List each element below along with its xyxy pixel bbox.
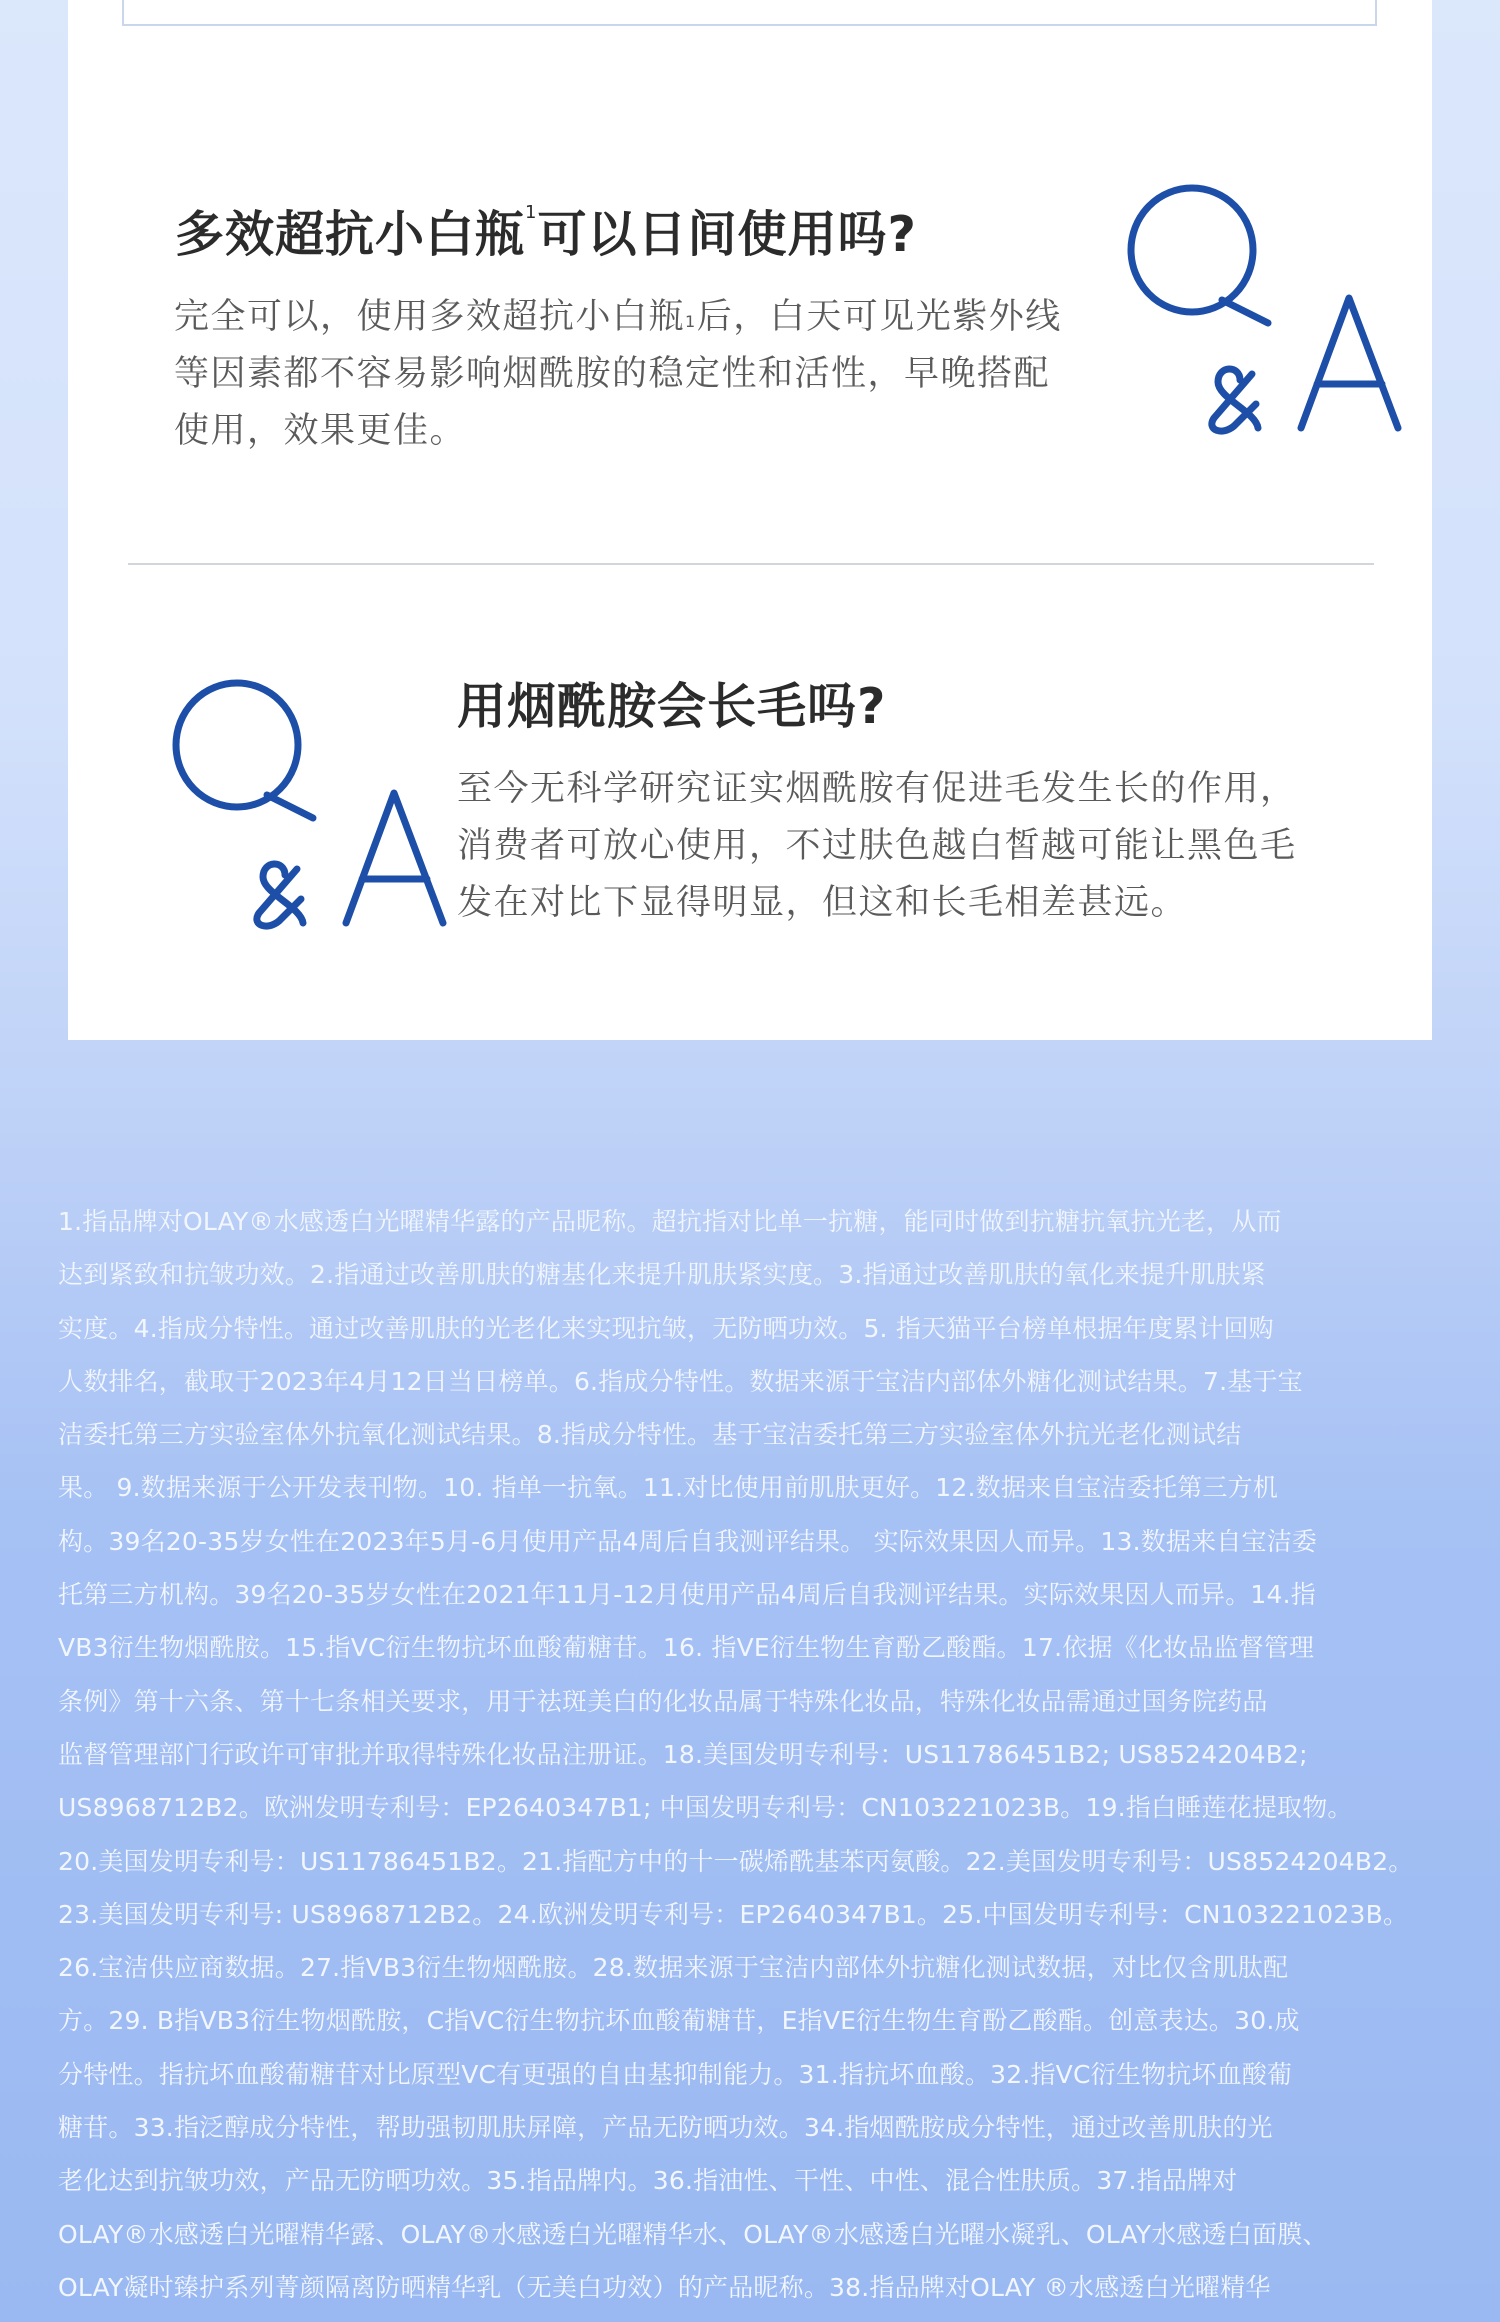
footnote-line: 26.宝洁供应商数据。27.指VB3衍生物烟酰胺。28.数据来源于宝洁内部体外抗糖化测试数据，对比仅含肌肽配 xyxy=(58,1953,1289,1983)
footnote-line: US8968712B2。欧洲发明专利号：EP2640347B1; 中国发明专利号：CN103221023B。19.指白睡莲花提取物。 xyxy=(58,1793,1353,1823)
footnote-line: OLAY®水感透白光曜精华露、OLAY®水感透白光曜精华水、OLAY®水感透白光曜水凝乳、OLAY水感透白面膜、 xyxy=(58,2219,1328,2249)
footnote-line: 托第三方机构。39名20-35岁女性在2021年11月-12月使用产品4周后自我测评结果。实际效果因人而异。14.指 xyxy=(58,1580,1316,1610)
qa2-answer-line: 消费者可放心使用，不过肤色越白皙越可能让黑色毛 xyxy=(457,826,1297,866)
footnote-line: 老化达到抗皱功效，产品无防晒功效。35.指品牌内。36.指油性、干性、中性、混合性肤质。37.指品牌对 xyxy=(58,2166,1238,2196)
qa1-answer-line: 使用，效果更佳。 xyxy=(174,411,467,451)
qa2-answer xyxy=(457,761,1297,932)
footnote-line: 条例》第十六条、第十七条相关要求，用于祛斑美白的化妆品属于特殊化妆品，特殊化妆品需通过国务院药品 xyxy=(58,1686,1268,1716)
qa1-answer-line xyxy=(174,289,1062,346)
footnote-line: 糖苷。33.指泛醇成分特性，帮助强韧肌肤屏障，产品无防晒功效。34.指烟酰胺成分特性，通过改善肌肤的光 xyxy=(58,2113,1273,2143)
footnote-line: 实度。4.指成分特性。通过改善肌肤的光老化来实现抗皱，无防晒功效。5. 指天猫平台榜单根据年度累计回购 xyxy=(58,1313,1274,1343)
qa1-answer-text-rest: 后，白天可见光紫外线 xyxy=(696,297,1062,337)
footnote-line: 23.美国发明专利号: US8968712B2。24.欧洲发明专利号：EP2640347B1。25.中国发明专利号：CN103221023B。 xyxy=(58,1899,1409,1929)
qa1-answer-footnote: 1 xyxy=(685,312,697,331)
qa1-question xyxy=(175,196,917,266)
footnote-line: 方。29. B指VB3衍生物烟酰胺，C指VC衍生物抗坏血酸葡糖苷，E指VE衍生物生育酚乙酸酯。创意表达。30.成 xyxy=(58,2006,1300,2036)
footnote-line: 达到紧致和抗皱功效。2.指通过改善肌肤的糖基化来提升肌肤紧实度。3.指通过改善肌肤的氧化来提升肌肤紧 xyxy=(58,1260,1266,1290)
faq-card xyxy=(68,0,1432,1040)
footnote-line: 洁委托第三方实验室体外抗氧化测试结果。8.指成分特性。基于宝洁委托第三方实验室体外抗光老化测试结 xyxy=(58,1420,1242,1450)
qa1-answer-text: 完全可以，使用多效超抗小白瓶 xyxy=(174,297,686,337)
qa-icon xyxy=(163,655,483,935)
footnote-line: 20.美国发明专利号：US11786451B2。21.指配方中的十一碳烯酰基苯丙氨酸。22.美国发明专利号：US8524204B2。 xyxy=(58,1846,1414,1876)
footnote-line: 果。 9.数据来源于公开发表刊物。10. 指单一抗氧。11.对比使用前肌肤更好。12.数据来自宝洁委托第三方机 xyxy=(58,1473,1279,1503)
footnote-line: 分特性。指抗坏血酸葡糖苷对比原型VC有更强的自由基抑制能力。31.指抗坏血酸。32.指VC衍生物抗坏血酸葡 xyxy=(58,2059,1293,2089)
qa2-answer-line: 至今无科学研究证实烟酰胺有促进毛发生长的作用， xyxy=(457,769,1297,809)
qa2-question: 用烟酰胺会长毛吗? xyxy=(457,678,887,735)
qa-divider xyxy=(128,563,1374,565)
footnote-line: OLAY凝时臻护系列菁颜隔离防晒精华乳（无美白功效）的产品昵称。38.指品牌对OLAY ®水感透白光曜精华 xyxy=(58,2272,1271,2302)
footnotes xyxy=(58,1195,1448,2314)
footnote-line: 监督管理部门行政许可审批并取得特殊化妆品注册证。18.美国发明专利号：US11786451B2; US8524204B2; xyxy=(58,1739,1308,1769)
top-frame-border xyxy=(122,0,1377,26)
qa1-question-text: 多效超抗小白瓶 xyxy=(175,206,526,263)
footnote-line: 1.指品牌对OLAY®水感透白光曜精华露的产品昵称。超抗指对比单一抗糖，能同时做到抗糖抗氧抗光老，从而 xyxy=(58,1207,1282,1236)
footnote-line: 构。39名20-35岁女性在2023年5月-6月使用产品4周后自我测评结果。 实际效果因人而异。13.数据来自宝洁委 xyxy=(58,1526,1318,1556)
qa1-answer xyxy=(174,289,1062,460)
qa1-question-footnote: 1 xyxy=(525,202,538,223)
qa1-question-text-rest: 可以日间使用吗? xyxy=(537,206,917,263)
footnote-line: 人数排名，截取于2023年4月12日当日榜单。6.指成分特性。数据来源于宝洁内部体外糖化测试结果。7.基于宝 xyxy=(58,1366,1303,1396)
qa-icon xyxy=(1118,160,1438,440)
qa2-answer-line: 发在对比下显得明显，但这和长毛相差甚远。 xyxy=(457,883,1188,923)
footnote-line: VB3衍生物烟酰胺。15.指VC衍生物抗坏血酸葡糖苷。16. 指VE衍生物生育酚乙酸酯。17.依据《化妆品监督管理 xyxy=(58,1633,1315,1663)
qa1-answer-line: 等因素都不容易影响烟酰胺的稳定性和活性，早晚搭配 xyxy=(174,354,1051,394)
